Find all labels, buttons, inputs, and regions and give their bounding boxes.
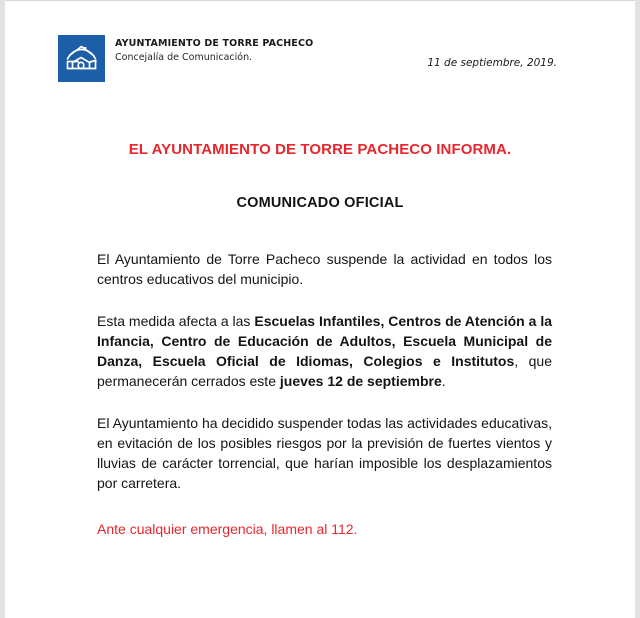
letterhead [58,35,557,87]
document-page [5,0,635,618]
torre-pacheco-town-hall-logo-icon [58,35,105,82]
headline: EL AYUNTAMIENTO DE TORRE PACHECO INFORMA. [128,141,512,158]
body-copy [97,249,552,539]
organization-block [115,37,313,65]
paragraph-2: Esta medida afecta a las Escuelas Infantiles, Centros de Atención a la Infancia, Centro de Educación de Adultos, Escuela Municipal de Danza, Escuela Oficial de Idiomas, Colegios e Institutos, que permanecerán cerrados este jueves 12 de septiembre. [97,313,552,389]
paragraph-1: El Ayuntamiento de Torre Pacheco suspende la actividad en todos los centros educativos del municipio. [97,251,552,287]
organization-name: AYUNTAMIENTO DE TORRE PACHECO [115,38,314,49]
emergency-notice: Ante cualquier emergencia, llamen al 112. [97,521,358,537]
document-date: 11 de septiembre, 2019. [427,57,557,69]
organization-department: Concejalía de Comunicación. [115,52,253,63]
paragraph-3: El Ayuntamiento ha decidido suspender todas las actividades educativas, en evitación de los posibles riesgos por la previsión de fuertes vientos y lluvias de carácter torrencial, que harían imposible los desplazamientos por carretera. [97,415,552,491]
subtitle: COMUNICADO OFICIAL [236,195,404,211]
page-edge-right [635,0,640,618]
